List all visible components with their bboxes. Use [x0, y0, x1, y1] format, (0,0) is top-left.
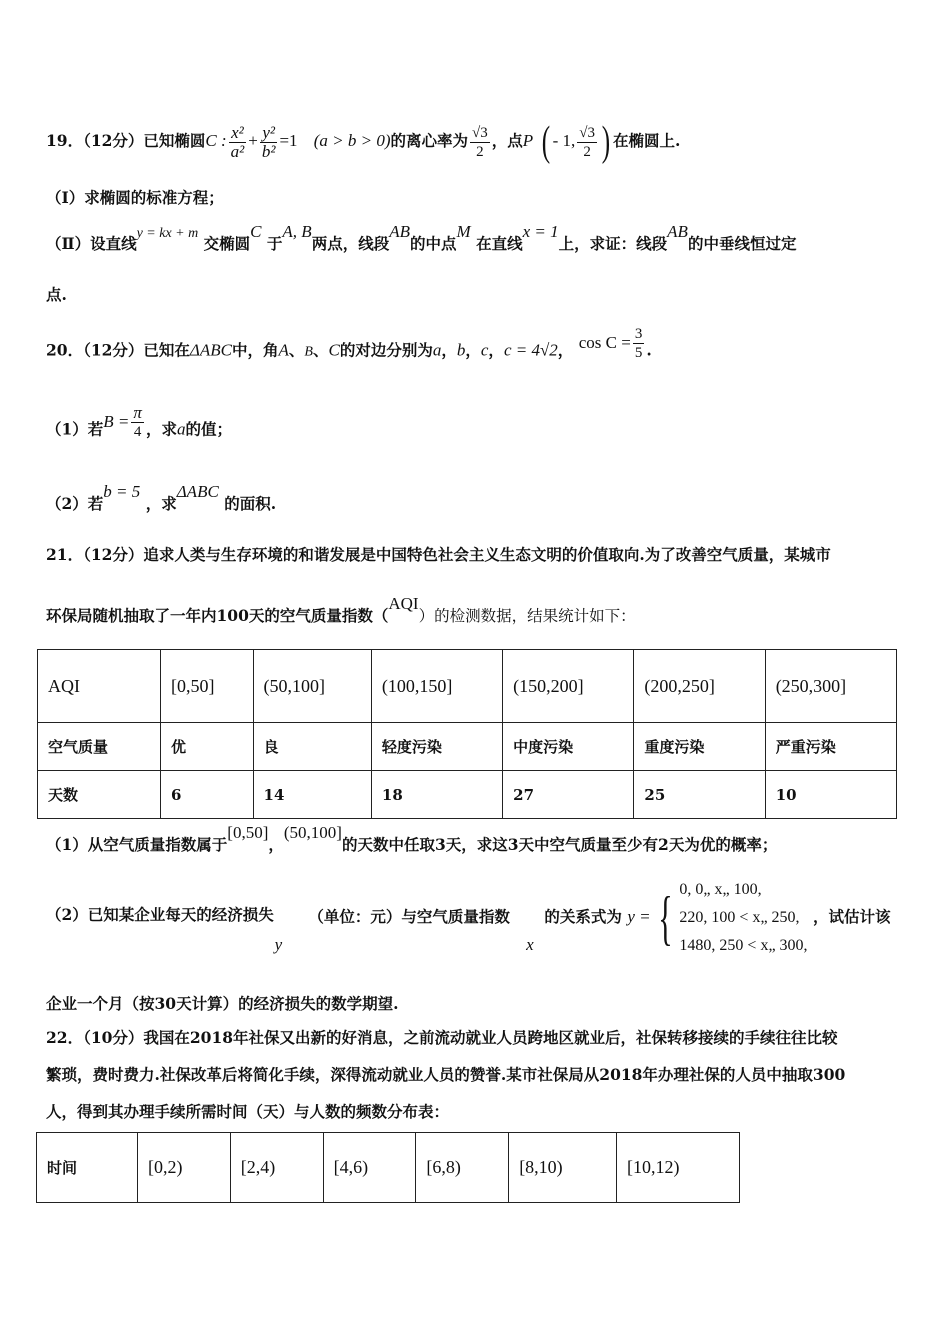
- ellipse-lhs: C :: [205, 131, 227, 150]
- q21-part1: （1）从空气质量指数属于[0,50]，(50,100]的天数中任取3天，求这3天中空气质量至少有2天为优的概率；: [46, 823, 778, 854]
- aqi-table-row: 空气质量 优 良 轻度污染 中度污染 重度污染 严重污染: [38, 723, 897, 771]
- ellipse-x-fraction: $\frac{\text{x²}}{\text{a²}}$: [230, 122, 245, 161]
- time-table-row: 时间 [0,2) [2,4) [4,6) [6,8) [8,10) [10,12): [37, 1133, 740, 1203]
- ellipse-condition: (a > b > 0): [313, 131, 391, 150]
- eccentricity-fraction: $\frac{√3}{2}$: [472, 124, 488, 160]
- q20-line1: 20．（12分）已知在ΔABC中，角A、B、C的对边分别为a，b，c，c = 4√2， cos C = $\frac{3}{5}$ .: [46, 326, 652, 361]
- q19-intro: 19．（12分）已知椭圆: [46, 131, 206, 150]
- cos-fraction: $\frac{3}{5}$: [634, 326, 643, 361]
- q20-part1: （1）若B = $\frac{\pi}{4}$ ，求a的值；: [46, 403, 232, 440]
- aqi-table: [37, 649, 897, 819]
- piecewise-cases: 0, 0„ x„ 100, 220, 100 < x„ 250, 1480, 250 < x„ 300,: [679, 881, 808, 954]
- q19-part2: （Ⅱ）设直线y = kx + m 交椭圆C 于A, B两点，线段AB的中点M 在直线x = 1上，求证：线段AB的中垂线恒过定: [46, 222, 797, 253]
- q21-part2: （2）已知某企业每天的经济损失 y （单位：元）与空气质量指数 x 的关系式为 y = { 0, 0„ x„ 100, 220, 100 < x„ 250, 1480, 250 < x„ 300, ，试估计该: [46, 876, 890, 960]
- point-y-fraction: $\frac{√3}{2}$: [579, 124, 595, 160]
- q19-part2-end: 点.: [46, 285, 67, 304]
- q21-part2-end: 企业一个月（按30天计算）的经济损失的数学期望.: [46, 994, 399, 1013]
- q19-line1: 19．（12分）已知椭圆C : $\frac{\text{x²}}{\text{a²}}$ + $\frac{\text{y²}}{\text{b²}}$ =1 (a > b > 0)的离心率为 $\frac{√3}{2}$ ，点P ( - 1, $\frac{√3}{2}$ ) 在椭圆上.: [46, 119, 681, 165]
- ellipse-y-fraction: $\frac{\text{y²}}{\text{b²}}$: [261, 122, 276, 161]
- q21-line1: 21．（12分）追求人类与生存环境的和谐发展是中国特色社会主义生态文明的价值取向.为了改善空气质量，某城市: [46, 545, 831, 564]
- aqi-table-row: 天数 6 14 18 27 25 10: [38, 771, 897, 819]
- time-table: [36, 1132, 740, 1203]
- q19-part1: （Ⅰ）求椭圆的标准方程；: [46, 188, 224, 207]
- q22-line3: 人，得到其办理手续所需时间（天）与人数的频数分布表：: [46, 1102, 450, 1121]
- aqi-table-row: AQI [0,50] (50,100] (100,150] (150,200] (200,250] (250,300]: [38, 650, 897, 723]
- q22-line2: 繁琐，费时费力.社保改革后将简化手续，深得流动就业人员的赞誉.某市社保局从2018年办理社保的人员中抽取300: [46, 1065, 846, 1084]
- q21-line2: 环保局随机抽取了一年内100天的空气质量指数（AQI）的检测数据，结果统计如下：: [46, 594, 636, 625]
- q20-part2: （2）若b = 5 ，求ΔABC 的面积.: [46, 482, 277, 513]
- q22-line1: 22．（10分）我国在2018年社保又出新的好消息，之前流动就业人员跨地区就业后，社保转移接续的手续往往比较: [46, 1028, 838, 1047]
